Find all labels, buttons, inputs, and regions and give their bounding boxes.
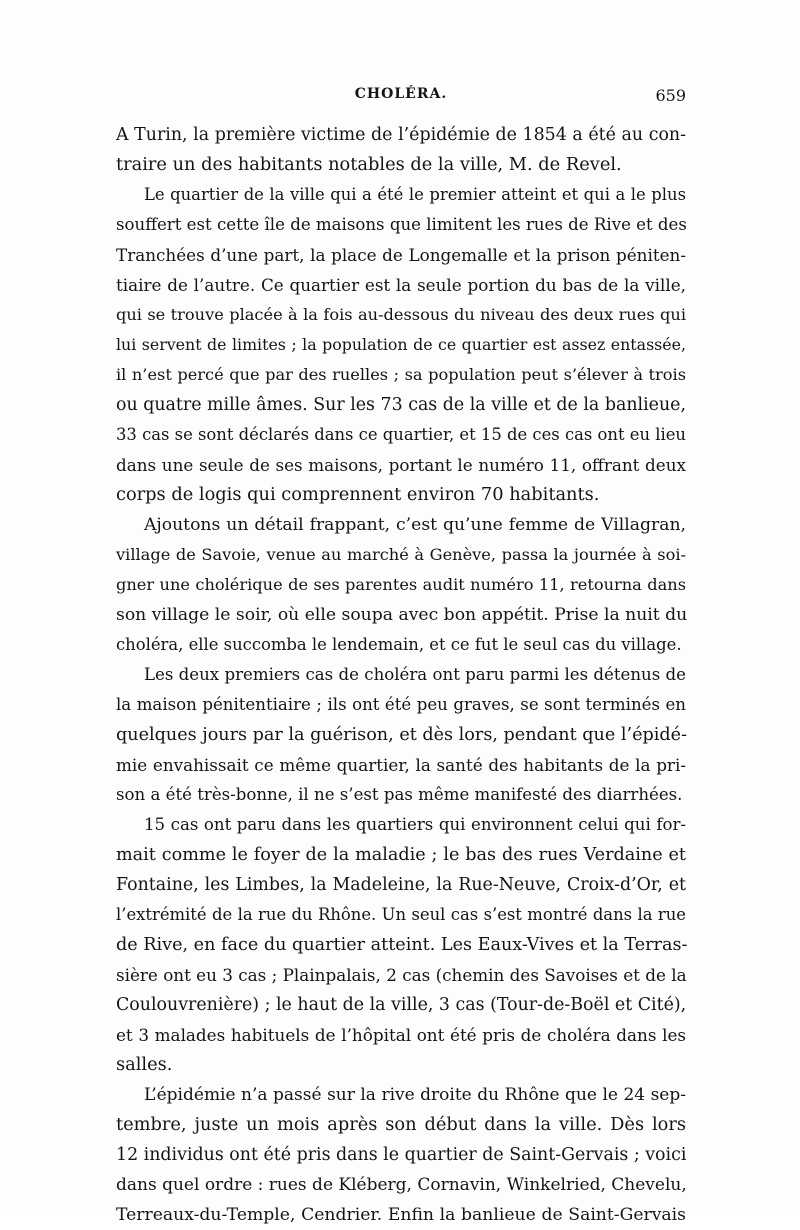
text-line: lui servent de limites ; la population de ce quartier est assez entassée, bbox=[116, 335, 686, 354]
text-line: Les deux premiers cas de choléra ont paru parmi les détenus de bbox=[144, 665, 686, 684]
text-line: gner une cholérique de ses parentes audit numéro 11, retourna dans bbox=[116, 575, 686, 594]
text-line: la maison pénitentiaire ; ils ont été peu graves, se sont terminés en bbox=[116, 695, 686, 714]
text-line: L’épidémie n’a passé sur la rive droite du Rhône que le 24 sep- bbox=[144, 1085, 686, 1105]
page-number: 659 bbox=[655, 86, 686, 105]
text-line: son a été très-bonne, il ne s’est pas même manifesté des diarrhées. bbox=[116, 785, 683, 804]
text-line: souffert est cette île de maisons que limitent les rues de Rive et des bbox=[116, 215, 687, 234]
text-line: et 3 malades habituels de l’hôpital ont été pris de choléra dans les bbox=[116, 1025, 686, 1045]
text-line: Terreaux-du-Temple, Cendrier. Enfin la banlieue de Saint-Gervais bbox=[116, 1205, 686, 1225]
text-line: corps de logis qui comprennent environ 70 habitants. bbox=[116, 484, 600, 505]
running-head bbox=[116, 86, 686, 108]
text-line: village de Savoie, venue au marché à Genève, passa la journée à soi- bbox=[116, 545, 686, 564]
text-line: 15 cas ont paru dans les quartiers qui environnent celui qui for- bbox=[144, 815, 686, 834]
text-line: son village le soir, où elle soupa avec bon appétit. Prise la nuit du bbox=[116, 605, 688, 625]
text-line: mait comme le foyer de la maladie ; le bas des rues Verdaine et bbox=[116, 845, 686, 865]
text-line: sière ont eu 3 cas ; Plainpalais, 2 cas (chemin des Savoises et de la bbox=[116, 965, 687, 985]
running-title: CHOLÉRA. bbox=[354, 86, 448, 102]
text-line: choléra, elle succomba le lendemain, et ce fut le seul cas du village. bbox=[116, 635, 682, 654]
text-line: dans quel ordre : rues de Kléberg, Cornavin, Winkelried, Chevelu, bbox=[116, 1175, 687, 1195]
text-line: qui se trouve placée à la fois au-dessous du niveau des deux rues qui bbox=[116, 305, 686, 324]
text-line: Coulouvrenière) ; le haut de la ville, 3 cas (Tour-de-Boël et Cité), bbox=[116, 995, 687, 1015]
text-line: Ajoutons un détail frappant, c’est qu’une femme de Villagran, bbox=[144, 515, 686, 535]
text-line: tiaire de l’autre. Ce quartier est la seule portion du bas de la ville, bbox=[116, 275, 686, 295]
text-line: il n’est percé que par des ruelles ; sa population peut s’élever à trois bbox=[116, 365, 686, 384]
text-line: Fontaine, les Limbes, la Madeleine, la Rue-Neuve, Croix-d’Or, et bbox=[116, 875, 686, 895]
text-line: 12 individus ont été pris dans le quartier de Saint-Gervais ; voici bbox=[116, 1145, 687, 1165]
text-line: tembre, juste un mois après son début dans la ville. Dès lors bbox=[116, 1114, 686, 1135]
text-line: de Rive, en face du quartier atteint. Les Eaux-Vives et la Terras- bbox=[116, 935, 688, 955]
text-line: traire un des habitants notables de la ville, M. de Revel. bbox=[116, 154, 622, 175]
text-line: Tranchées d’une part, la place de Longemalle et la prison péniten- bbox=[116, 245, 686, 265]
text-line: mie envahissait ce même quartier, la santé des habitants de la pri- bbox=[116, 755, 686, 775]
text-line: 33 cas se sont déclarés dans ce quartier, et 15 de ces cas ont eu lieu bbox=[116, 425, 686, 444]
text-line: Le quartier de la ville qui a été le premier atteint et qui a le plus bbox=[144, 185, 686, 204]
text-line: quelques jours par la guérison, et dès lors, pendant que l’épidé- bbox=[116, 725, 688, 745]
text-line: ou quatre mille âmes. Sur les 73 cas de la ville et de la banlieue, bbox=[116, 395, 686, 415]
text-line: l’extrémité de la rue du Rhône. Un seul cas s’est montré dans la rue bbox=[116, 905, 686, 924]
text-line: dans une seule de ses maisons, portant le numéro 11, offrant deux bbox=[116, 455, 686, 475]
text-line: salles. bbox=[116, 1054, 173, 1075]
text-line: A Turin, la première victime de l’épidémie de 1854 a été au con- bbox=[116, 125, 686, 145]
body-text bbox=[116, 120, 686, 1230]
